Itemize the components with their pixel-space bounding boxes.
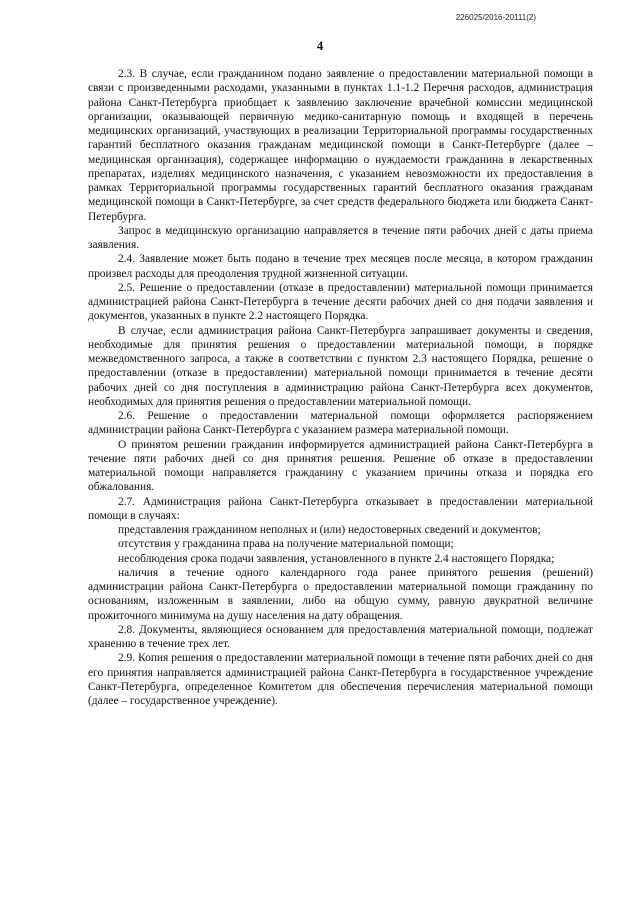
paragraph-2-6: 2.6. Решение о предоставлении материальной помощи оформляется распоряжением администрации района Санкт-Петербурга с указанием размера материальной помощи.	[88, 410, 593, 437]
paragraph-2-7: 2.7. Администрация района Санкт-Петербурга отказывает в предоставлении материальной помощи в случаях:	[88, 495, 593, 522]
page-number: 4	[316, 38, 324, 53]
refusal-reason-no-right: отсутствия у гражданина права на получение материальной помощи;	[118, 538, 454, 551]
paragraph-interdepartmental: В случае, если администрация района Санкт-Петербурга запрашивает документы и сведения, необходимые для принятия решения о предоставлении материальной помощи, в порядке межведомственного запроса, а также в соответствии с пунктом 2.3 настоящего Порядка, решение о предоставлении (отказе в предоставлении) материальной помощи принимается в течение десяти рабочих дней со дня поступления в администрацию района Санкт-Петербурга всех документов, необходимых для принятия решения о предоставлении материальной помощи.	[88, 324, 593, 408]
document-body	[88, 67, 593, 708]
paragraph-2-5: 2.5. Решение о предоставлении (отказе в предоставлении) материальной помощи принимается администрацией района Санкт-Петербурга в течение десяти рабочих дней со дня подачи заявления и документов, указанных в пункте 2.2 настоящего Порядка.	[88, 281, 593, 323]
refusal-reason-deadline: несоблюдения срока подачи заявления, установленного в пункте 2.4 настоящего Порядка;	[118, 552, 555, 565]
paragraph-2-4: 2.4. Заявление может быть подано в течение трех месяцев после месяца, в котором гражданин произвел расходы для преодоления трудной жизненной ситуации.	[88, 253, 593, 280]
paragraph-2-3: 2.3. В случае, если гражданином подано заявление о предоставлении материальной помощи в связи с произведенными расходами, указанными в пунктах 1.1-1.2 Перечня расходов, администрация района Санкт-Петербурга приобщает к заявлению заключение врачебной комиссии медицинской организации, оказывающей первичную медико-санитарную помощь и входящей в перечень медицинских организаций, участвующих в реализации Территориальной программы государственных гарантий бесплатного оказания гражданам медицинской помощи в Санкт-Петербурге (далее – медицинская организация), содержащее информацию о нуждаемости гражданина в лекарственных препаратах, изделиях медицинского назначения, с указанием невозможности их предоставления в рамках Территориальной программы государственных гарантий бесплатного оказания гражданам медицинской помощи в Санкт-Петербурге, за счет средств федерального бюджета или бюджета Санкт-Петербурга.	[88, 68, 593, 223]
paragraph-request: Запрос в медицинскую организацию направляется в течение пяти рабочих дней с даты приема заявления.	[88, 224, 593, 251]
paragraph-2-9: 2.9. Копия решения о предоставлении материальной помощи в течение пяти рабочих дней со дня его принятия направляется администрацией района Санкт-Петербурга в государственное учреждение Санкт-Петербурга, определенное Комитетом для обеспечения перечисления материальной помощи (далее – государственное учреждение).	[88, 652, 593, 707]
paragraph-2-8: 2.8. Документы, являющиеся основанием для предоставления материальной помощи, подлежат хранению в течение трех лет.	[88, 623, 593, 650]
refusal-reason-prior-decision: наличия в течение одного календарного года ранее принятого решения (решений) администрации района Санкт-Петербурга о предоставлении материальной помощи гражданину по основаниям, изложенным в заявлении, либо на общую сумму, равную двукратной величине прожиточного минимума на душу населения на дату обращения.	[88, 566, 593, 622]
document-code: 226025/2016-20111(2)	[455, 13, 536, 22]
refusal-reason-incomplete: представления гражданином неполных и (или) недостоверных сведений и документов;	[118, 524, 541, 536]
paragraph-notification: О принятом решении гражданин информируется администрацией района Санкт-Петербурга в течение пяти рабочих дней со дня принятия решения. Решение об отказе в предоставлении материальной помощи направляется гражданину с указанием причины отказа и порядка его обжалования.	[88, 438, 593, 494]
